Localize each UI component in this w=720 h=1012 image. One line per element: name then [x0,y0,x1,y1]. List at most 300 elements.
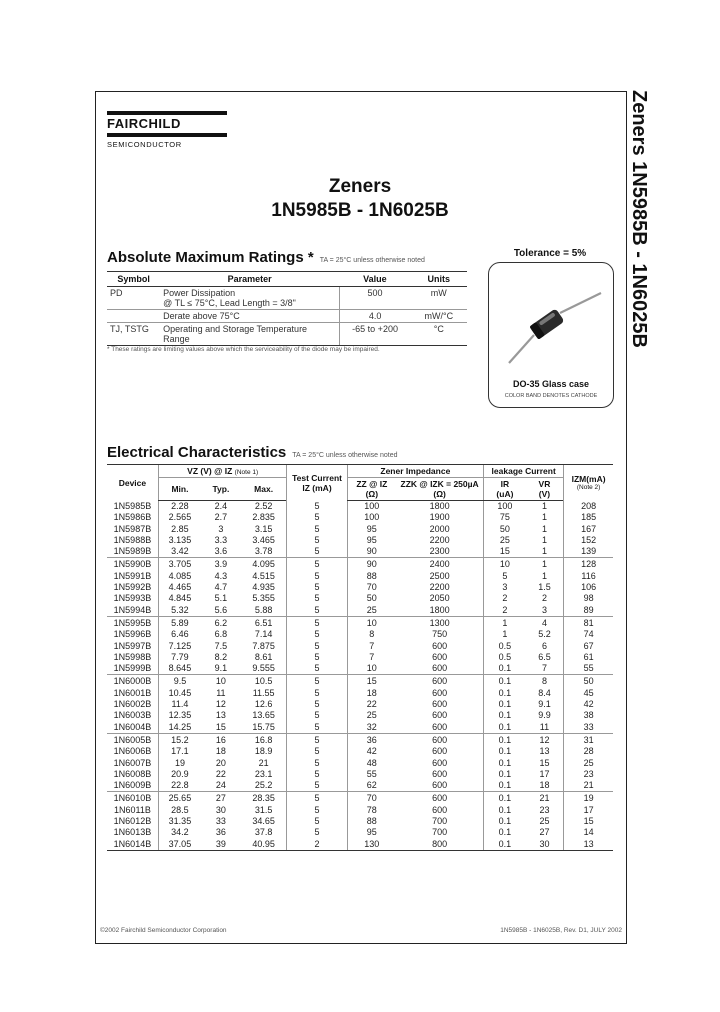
cell-device: 1N5985B [113,500,152,511]
cell-vr: 1.5 [538,582,551,593]
cell-vz-max: 3.15 [254,523,273,534]
cell-vz-min: 15.2 [158,733,201,746]
cell-zz: 25 [347,710,396,721]
cell-vz-max: 8.61 [254,651,273,662]
amr-parameter-line2: @ TL ≤ 75°C, Lead Length = 3/8" [163,298,296,308]
elec-note: TA = 25°C unless otherwise noted [292,452,398,459]
elec-th-vz-label: VZ (V) @ IZ [187,466,233,476]
cell-zz: 62 [347,780,396,792]
cell-vz-typ: 18 [215,746,226,757]
cell-izm: 15 [564,816,613,827]
cell-vz-min: 12.35 [158,710,201,721]
cell-vr: 3 [541,604,547,615]
cell-zzk: 2200 [429,582,450,593]
table-row [107,582,613,593]
cell-vz-typ: 8.2 [214,651,228,662]
cell-device: 1N5991B [113,570,152,581]
cell-device: 1N6006B [113,746,152,757]
cell-test-current: 5 [287,535,347,546]
cell-test-current: 5 [287,571,347,582]
cell-vr: 9.1 [538,699,551,710]
cell-ir: 0.1 [484,733,526,746]
amr-note: TA = 25°C unless otherwise noted [319,257,425,264]
cell-vz-typ: 30 [215,804,226,815]
cell-ir: 0.1 [484,675,526,688]
cell-vz-typ: 6.8 [214,629,228,640]
cell-test-current: 5 [287,512,347,523]
cell-ir: 0.1 [484,792,526,805]
cell-zz: 32 [347,722,396,734]
cell-vz-min: 3.705 [158,558,201,571]
cell-zzk: 600 [432,710,448,721]
elec-th-typ: Typ. [201,478,241,501]
cell-vz-max: 10.5 [241,675,287,688]
cell-ir: 2 [484,605,526,617]
cell-ir: 0.1 [484,710,526,721]
cell-vz-typ: 13 [215,710,226,721]
elec-th-ir-label: IR [500,479,510,489]
cell-device: 1N5990B [107,558,158,571]
cell-ir: 0.1 [484,663,526,675]
elec-th-ir-unit: (uA) [496,489,514,499]
cell-vz-typ: 3 [218,523,224,534]
cell-zzk: 600 [432,687,448,698]
cell-test-current: 5 [287,710,347,721]
cell-zzk: 700 [432,816,448,827]
cell-test-current: 5 [287,816,347,827]
cell-zzk: 1800 [429,501,450,511]
table-row [107,546,613,558]
cell-vz-typ: 36 [215,827,226,838]
cell-zz: 55 [347,769,396,780]
cell-izm: 98 [564,593,613,604]
cell-vz-max: 4.515 [252,570,275,581]
table-row [107,558,613,571]
cell-vz-max: 18.9 [254,746,273,757]
cell-ir: 0.1 [484,827,526,838]
cell-zzk: 600 [432,721,448,732]
amr-units: °C [411,323,467,346]
cell-vz-min: 4.845 [158,593,201,604]
cell-vz-max: 3.465 [252,534,275,545]
table-row [107,524,613,535]
cell-vr: 25 [539,816,550,827]
cell-test-current: 5 [287,780,347,792]
cell-zzk: 600 [432,804,448,815]
cell-vz-typ: 3.3 [214,534,228,545]
cell-vz-min: 25.65 [158,792,201,805]
cell-vr: 7 [541,663,547,674]
cell-vz-min: 14.25 [158,722,201,734]
elec-th-ir [484,478,526,501]
cell-zz: 78 [347,805,396,816]
cell-test-current: 5 [287,641,347,652]
cell-zz: 95 [347,827,396,838]
cell-device: 1N5992B [113,582,152,593]
cell-vz-min: 7.125 [158,641,201,652]
cell-ir: 0.1 [484,780,526,792]
amr-parameter [160,287,339,310]
cell-zz: 88 [347,816,396,827]
cell-vz-min: 2.28 [158,501,201,513]
cell-izm: 14 [564,827,613,838]
amr-table [107,271,467,346]
cell-zzk: 1900 [429,512,450,523]
cell-device: 1N5997B [113,640,152,651]
elec-th-zzk-unit: (Ω) [433,489,446,499]
cell-zzk: 2000 [429,523,450,534]
cell-test-current: 5 [287,792,347,805]
cell-vz-typ: 6.2 [201,616,241,629]
cell-izm: 23 [564,769,613,780]
cell-vr: 1 [541,534,547,545]
table-row [107,663,613,675]
cell-test-current: 5 [287,675,347,688]
table-row [107,535,613,546]
cell-izm: 74 [564,629,613,640]
cell-vr: 1 [541,512,547,523]
tolerance-label: Tolerance = 5% [513,248,587,259]
table-row [107,641,613,652]
cell-vz-max: 9.555 [252,663,275,674]
cell-zz: 8 [347,629,396,640]
cell-test-current: 5 [287,805,347,816]
elec-th-vz-note: (Note 1) [234,469,259,476]
cell-zzk: 600 [396,733,484,746]
elec-th-min: Min. [158,478,201,501]
table-row [107,688,613,699]
cell-vr: 4 [526,616,564,629]
cell-zz: 88 [347,571,396,582]
table-row [107,652,613,663]
cell-vz-min: 4.085 [158,571,201,582]
cell-ir: 10 [484,558,526,571]
cell-vz-typ: 7.5 [214,640,228,651]
cell-zz: 18 [347,688,396,699]
elec-th-vr-label: VR [538,479,551,489]
cell-vz-min: 11.4 [158,699,201,710]
amr-units: mW [430,288,447,298]
side-title: Zeners 1N5985B - 1N6025B [628,90,650,348]
cell-vz-max: 5.88 [254,604,273,615]
amr-symbol: TJ, TSTG [107,323,160,346]
cell-device: 1N6013B [113,827,152,838]
cell-zzk: 600 [432,780,448,791]
amr-parameter: Derate above 75°C [160,310,339,323]
cell-vr: 18 [539,780,550,791]
cell-vz-typ: 4.7 [214,582,228,593]
cell-device: 1N6008B [113,768,152,779]
amr-th-units: Units [411,272,467,287]
cell-ir: 5 [484,571,526,582]
package-case: DO-35 Glass case [512,379,590,389]
cell-test-current: 5 [287,663,347,675]
cell-vz-max: 31.5 [254,804,273,815]
cell-test-current: 5 [287,746,347,757]
table-row [107,501,613,513]
cell-zzk: 2300 [429,546,450,557]
cell-device: 1N5987B [113,523,152,534]
cell-ir: 0.1 [484,699,526,710]
elec-th-izm-note: (Note 2) [576,484,601,492]
cell-zzk: 600 [432,699,448,710]
cell-test-current: 5 [287,699,347,710]
cell-vz-typ: 9.1 [214,663,228,674]
cell-vz-typ: 11 [216,687,226,698]
cell-zz: 42 [347,746,396,757]
diode-lead-left [509,335,534,363]
elec-th-zz [347,478,396,501]
cell-vz-typ: 39 [201,839,241,851]
cell-test-current: 5 [287,546,347,558]
cell-vz-typ: 15 [215,721,226,732]
cell-ir: 0.5 [484,652,526,663]
elec-th-leakage: leakage Current [484,465,564,478]
elec-th-device: Device [107,465,158,501]
elec-th-test-current [287,465,347,501]
elec-th-zzk [396,478,484,501]
cell-vz-min: 19 [158,758,201,769]
amr-value: 4.0 [339,310,411,323]
table-row [107,675,613,688]
cell-vr: 27 [539,827,550,838]
cell-vz-min: 4.465 [158,582,201,593]
table-row [107,605,613,617]
cell-izm: 21 [564,780,613,792]
cell-vr: 1 [541,501,547,511]
cell-vz-max: 2.52 [254,501,273,511]
cell-izm: 38 [564,710,613,721]
cell-zzk: 750 [432,629,448,640]
diode-drawing [489,263,613,375]
cell-izm: 61 [564,652,613,663]
cell-ir: 50 [484,524,526,535]
diode-lead-right [560,293,601,313]
cell-zz: 70 [347,582,396,593]
cell-zz: 15 [347,675,396,688]
cell-zz: 95 [347,524,396,535]
cell-izm: 106 [564,582,613,593]
cell-device: 1N5999B [113,663,152,674]
cell-izm: 28 [564,746,613,757]
table-row [107,746,613,757]
cell-zzk: 1800 [429,604,450,615]
amr-th-symbol: Symbol [107,272,160,287]
cell-ir: 0.1 [484,769,526,780]
table-row [107,733,613,746]
cell-vz-typ: 2.7 [214,512,228,523]
elec-th-zener-impedance: Zener Impedance [347,465,484,478]
cell-vz-min: 5.32 [158,605,201,617]
cell-vz-max: 37.8 [254,827,273,838]
cell-izm: 89 [564,605,613,617]
cell-izm: 67 [564,641,613,652]
cell-ir: 1 [484,616,526,629]
elec-heading-text: Electrical Characteristics [107,444,287,461]
cell-device: 1N5988B [113,534,152,545]
elec-th-vr-unit: (V) [538,489,551,499]
cell-test-current: 5 [287,593,347,604]
cell-ir: 0.1 [484,758,526,769]
cell-vz-typ: 3.9 [201,558,241,571]
table-row [107,699,613,710]
cell-vr: 1 [541,523,547,534]
cell-zzk: 2050 [429,593,450,604]
cell-zz: 36 [347,733,396,746]
logo-division: SEMICONDUCTOR [107,140,182,149]
cell-device: 1N5986B [113,512,152,523]
cell-test-current: 5 [287,616,347,629]
cell-vz-min: 9.5 [158,675,201,688]
cell-test-current: 5 [287,605,347,617]
cell-test-current: 5 [287,827,347,838]
cell-device: 1N5996B [113,629,152,640]
cell-device: 1N6011B [114,804,151,815]
amr-value: 500 [339,287,411,310]
cell-device: 1N5994B [113,604,152,615]
cell-zz: 7 [347,641,396,652]
cell-vr: 17 [539,768,550,779]
cell-zz: 10 [347,616,396,629]
cell-vr: 2 [541,593,547,604]
amr-parameter: Operating and Storage Temperature Range [160,323,339,346]
cell-device: 1N5995B [107,616,158,629]
amr-symbol [107,310,160,323]
cell-zz: 100 [347,512,396,523]
cell-test-current: 5 [287,558,347,571]
table-row [107,571,613,582]
cell-zz: 22 [347,699,396,710]
cell-vz-max: 4.935 [252,582,275,593]
cell-test-current: 2 [287,839,347,851]
cell-test-current: 5 [287,501,347,513]
cell-izm: 167 [564,524,613,535]
cell-zzk: 800 [396,839,484,851]
cell-zz: 95 [347,535,396,546]
logo-bar-bottom [107,133,227,137]
cell-vz-typ: 3.6 [214,546,228,557]
table-row [107,839,613,851]
elec-th-zz-unit: (Ω) [365,489,379,499]
cell-device: 1N6002B [113,699,152,710]
cell-zzk: 600 [432,746,448,757]
amr-heading-text: Absolute Maximum Ratings * [107,249,314,266]
cell-zzk: 2400 [396,558,484,571]
doc-title-line2: 1N5985B - 1N6025B [271,200,449,221]
cell-vr: 5.2 [538,629,551,640]
cell-izm: 128 [564,558,613,571]
cell-vz-max: 13.65 [252,710,275,721]
amr-symbol: PD [110,288,123,298]
cell-zz: 50 [347,593,396,604]
cell-zz: 10 [347,663,396,675]
cell-zz: 90 [347,546,396,558]
cell-vz-typ: 5.6 [214,604,228,615]
elec-table [107,464,613,851]
cell-vz-max: 7.875 [252,640,275,651]
diode-body [529,308,564,339]
cell-vz-max: 11.55 [252,687,275,698]
elec-th-max: Max. [241,478,287,501]
cell-vz-min: 2.565 [158,512,201,523]
cell-zzk: 600 [396,675,484,688]
cell-vz-typ: 22 [215,768,226,779]
cell-vz-min: 2.85 [158,524,201,535]
cell-ir: 0.1 [484,839,526,851]
table-row [107,722,613,734]
cell-ir: 0.1 [484,805,526,816]
cell-vz-max: 15.75 [252,721,275,732]
cell-ir: 0.1 [484,746,526,757]
cell-zz: 130 [347,839,396,851]
cell-vr: 1 [541,570,547,581]
cell-izm: 33 [564,722,613,734]
cell-test-current: 5 [287,758,347,769]
cell-vz-max: 5.355 [252,593,275,604]
table-row [107,616,613,629]
elec-heading [107,444,397,461]
cell-ir: 2 [484,593,526,604]
cell-zz: 48 [347,758,396,769]
cell-vr: 21 [526,792,564,805]
cell-vr: 15 [539,757,550,768]
cell-ir: 0.1 [484,816,526,827]
cell-zzk: 2500 [429,570,450,581]
cell-zzk: 600 [432,768,448,779]
cell-vz-min: 34.2 [158,827,201,838]
cell-device: 1N6005B [107,733,158,746]
table-row [107,710,613,721]
cell-test-current: 5 [287,652,347,663]
table-row [107,512,613,523]
cell-zzk: 600 [432,663,448,674]
elec-th-test-current-label: Test Current [292,472,342,483]
cell-izm: 19 [564,792,613,805]
elec-th-iz-label: IZ (mA) [302,482,332,493]
cell-test-current: 5 [287,722,347,734]
cell-test-current: 5 [287,524,347,535]
cell-ir: 75 [484,512,526,523]
amr-heading [107,249,425,266]
cell-vz-typ: 24 [215,780,226,791]
cell-vz-min: 5.89 [158,616,201,629]
cell-vr: 13 [539,746,550,757]
cell-vz-min: 17.1 [158,746,201,757]
cell-izm: 17 [564,805,613,816]
cell-device: 1N6004B [113,721,152,732]
cell-test-current: 5 [287,769,347,780]
cell-izm: 55 [564,663,613,675]
cell-vz-max: 40.95 [241,839,287,851]
cell-izm: 185 [564,512,613,523]
table-row [107,827,613,838]
cell-vz-typ: 27 [201,792,241,805]
cell-zzk: 600 [432,757,448,768]
amr-parameter-line1: Power Dissipation [163,288,236,298]
cell-vz-min: 22.8 [158,780,201,792]
cell-vz-min: 6.46 [158,629,201,640]
cell-izm: 208 [564,501,613,513]
cell-izm: 81 [564,616,613,629]
cell-vz-max: 4.095 [241,558,287,571]
cell-vz-min: 37.05 [158,839,201,851]
cell-test-current: 5 [287,629,347,640]
cell-device: 1N6012B [113,816,152,827]
cell-izm: 31 [564,733,613,746]
cell-vr: 9.9 [538,710,551,721]
cell-ir: 1 [484,629,526,640]
cell-ir: 3 [484,582,526,593]
